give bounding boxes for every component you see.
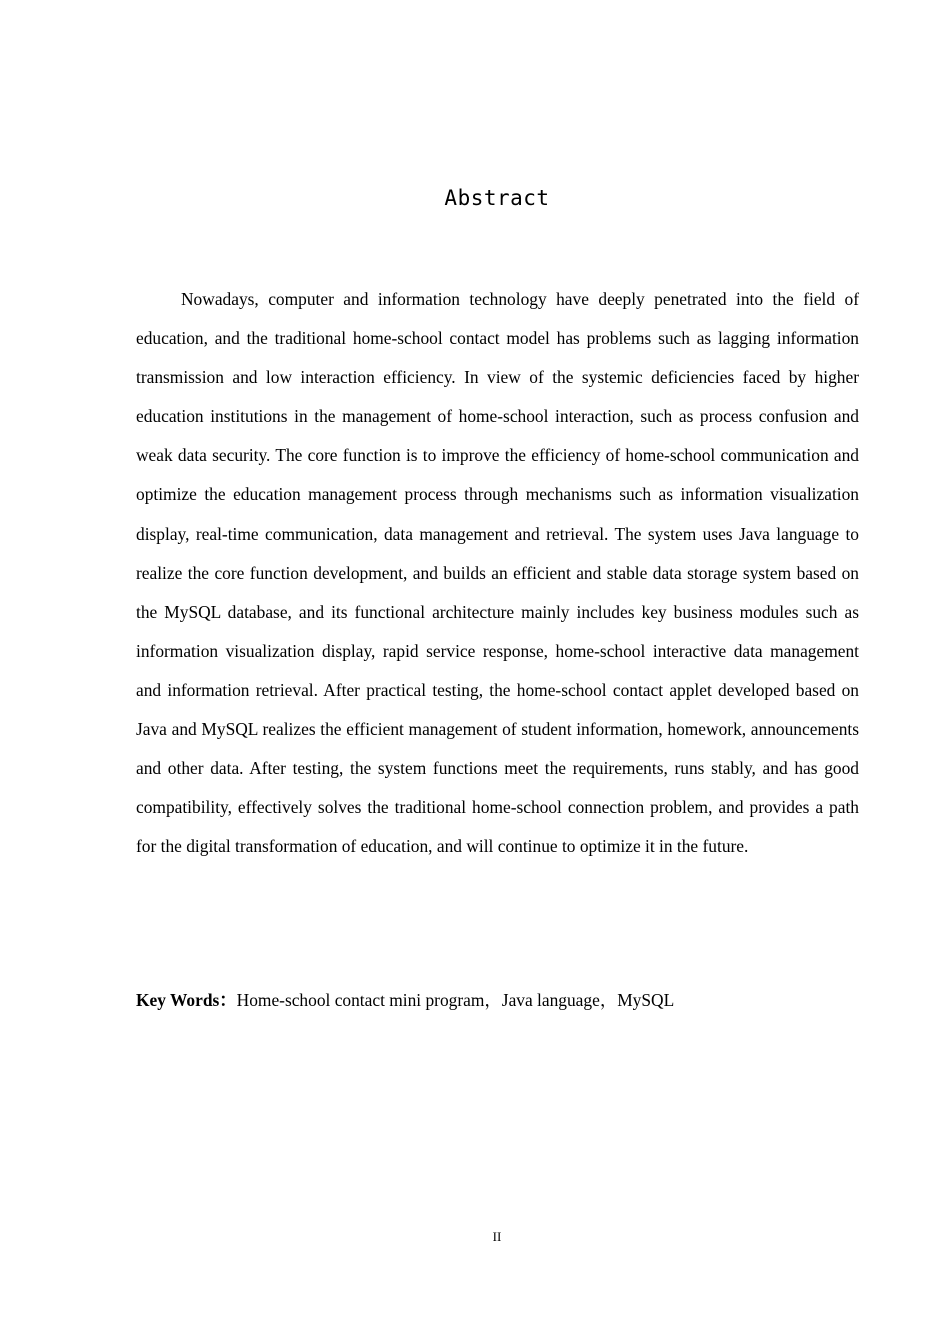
page-number: II [492, 1229, 502, 1244]
keywords-line [136, 982, 859, 1018]
abstract-paragraph: Nowadays, computer and information technology have deeply penetrated into the field of education, and the traditional home-school contact model has problems such as lagging information transmission and low interaction efficiency. In view of the systemic deficiencies faced by higher education institutions in the management of home-school interaction, such as process confusion and weak data security. The core function is to improve the efficiency of home-school communication and optimize the education management process through mechanisms such as information visualization display, real-time communication, data management and retrieval. The system uses Java language to realize the core function development, and builds an efficient and stable data storage system based on the MySQL database, and its functional architecture mainly includes key business modules such as information visualization display, rapid service response, home-school interactive data management and information retrieval. After practical testing, the home-school contact applet developed based on Java and MySQL realizes the efficient management of student information, homework, announcements and other data. After testing, the system functions meet the requirements, runs stably, and has good compatibility, effectively solves the traditional home-school connection problem, and provides a path for the digital transformation of education, and will continue to optimize it in the future. [136, 289, 859, 857]
abstract-title: Abstract [444, 186, 550, 210]
keywords-value: Home-school contact mini program，Java language，MySQL [236, 990, 675, 1010]
keywords-label: Key Words： [136, 990, 237, 1010]
